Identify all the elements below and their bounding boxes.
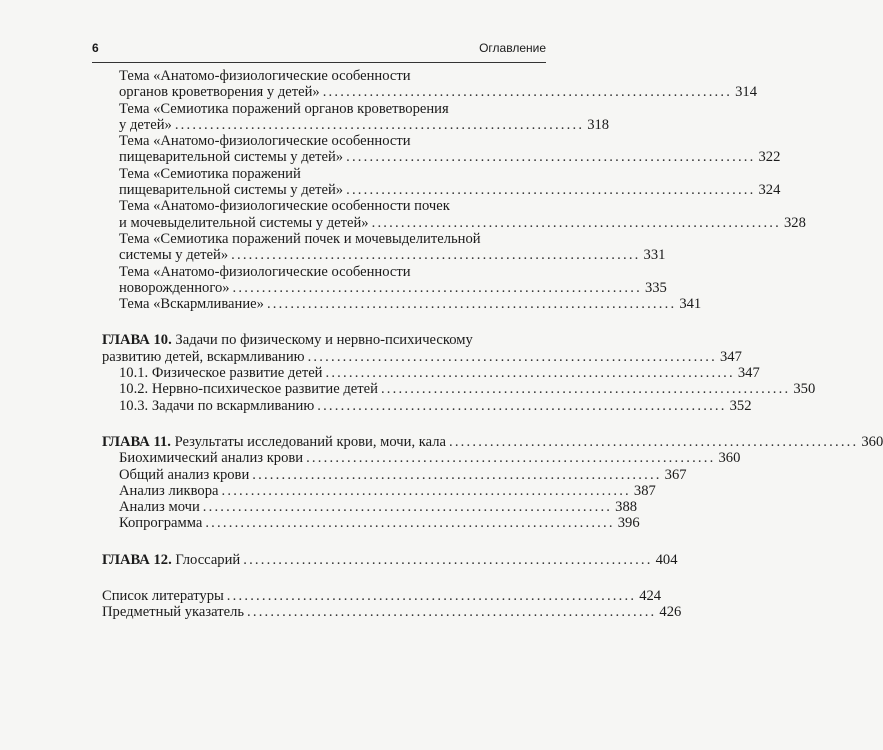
toc-page-number: 347 [737,365,760,382]
toc-entry[interactable] [102,165,781,199]
toc-entry-line: системы у детей» [119,247,229,264]
chapter-label: ГЛАВА 10. [102,332,172,349]
chapter-title: Результаты исследований крови, мочи, кала [174,433,446,450]
toc-subentry-title: Анализ ликвора [119,482,219,499]
toc-subentry-title: Биохимический анализ крови [119,450,304,467]
chapter-entry[interactable] [102,332,742,365]
toc-entry[interactable] [102,296,702,313]
leader-dots: ...................................................................... [346,182,756,199]
toc-subentry-title: 10.3. Задачи по вскармливанию [119,397,315,414]
toc-entry-line: Тема «Анатомо-физиологические особенности [119,133,411,150]
page-number: 6 [92,41,99,55]
leader-dots: ...................................................................... [306,450,716,467]
toc-page-number: 314 [735,84,757,101]
toc-page-number: 360 [718,450,741,467]
toc-subentry[interactable] [102,381,816,398]
toc-entry-line: у детей» [119,116,172,133]
toc-page-number: 367 [664,466,687,483]
toc-entry-line: и мочевыделительной системы у детей» [119,214,369,231]
toc-subentry[interactable] [102,397,752,414]
chapter-label: ГЛАВА 11. [102,433,171,450]
leader-dots: ...................................................................... [247,604,657,621]
toc-entry[interactable] [102,68,757,101]
leader-dots: ...................................................................... [325,365,735,382]
toc-entry[interactable] [102,198,806,231]
toc-entry-line: Тема «Анатомо-физиологические особенности почек [119,198,450,215]
chapter-title: Глоссарий [175,551,241,568]
toc-subentry[interactable] [102,450,741,467]
toc-page-number: 322 [758,149,781,166]
toc-entry-line: Тема «Анатомо-физиологические особенности [119,263,411,280]
toc-subentry-title: Анализ мочи [119,499,200,516]
toc-subentry[interactable] [102,515,640,532]
leader-dots: ...................................................................... [232,279,642,296]
leader-dots: ...................................................................... [266,296,677,313]
toc-entry[interactable] [102,133,781,166]
chapter-label: ГЛАВА 12. [102,551,172,568]
back-matter-title: Список литературы [102,588,224,605]
chapter-entry[interactable] [102,433,883,450]
running-title: Оглавление [479,41,546,55]
toc-page-number: 324 [758,182,781,199]
toc-page-number: 328 [784,214,806,231]
toc-entry-line: органов кроветворения у детей» [119,84,320,101]
leader-dots: ...................................................................... [205,515,615,532]
leader-dots: ...................................................................... [231,247,641,264]
back-matter-entry[interactable] [102,588,662,605]
toc-entry[interactable] [102,263,667,297]
leader-dots: ...................................................................... [202,499,613,516]
toc-page-number: 404 [655,551,678,568]
toc-subentry-title: 10.1. Физическое развитие детей [119,365,323,382]
toc-page-number: 360 [861,433,883,450]
chapter-title: развитию детей, вскармливанию [102,348,305,365]
leader-dots: ...................................................................... [174,116,585,133]
toc-subentry-title: 10.2. Нервно-психическое развитие детей [119,381,378,398]
toc-subentry[interactable] [102,499,638,516]
toc-page-number: 387 [633,482,656,499]
toc-subentry[interactable] [102,482,656,499]
leader-dots: ...................................................................... [371,214,781,231]
toc-entry-line: Тема «Вскармливание» [119,296,264,313]
toc-entry-line: пищеварительной системы у детей» [119,182,344,199]
toc-page-number: 341 [679,296,702,313]
leader-dots: ...................................................................... [243,551,653,568]
toc-subentry[interactable] [102,466,687,483]
back-matter-title: Предметный указатель [102,604,245,621]
leader-dots: ...................................................................... [317,397,727,414]
leader-dots: ...................................................................... [226,588,637,605]
leader-dots: ...................................................................... [448,433,859,450]
leader-dots: ...................................................................... [221,482,631,499]
toc-entry[interactable] [102,230,666,264]
toc-subentry[interactable] [102,365,760,382]
toc-entry-line: пищеварительной системы у детей» [119,149,344,166]
leader-dots: ...................................................................... [380,381,791,398]
toc-subentry-title: Общий анализ крови [119,466,250,483]
toc-page-number: 335 [644,279,667,296]
toc-entry[interactable] [102,100,610,134]
toc-page-number: 331 [643,247,666,264]
chapter-title: Задачи по физическому и нервно-психическому [175,332,473,349]
toc-page-number: 424 [639,588,662,605]
toc-page-number: 388 [615,499,638,516]
leader-dots: ...................................................................... [307,348,717,365]
toc-page-number: 318 [587,116,610,133]
toc-page-number: 396 [617,515,640,532]
toc-entry-line: Тема «Семиотика поражений органов кроветворения [119,100,449,117]
toc-page-number: 350 [793,381,816,398]
toc-entry-line: Тема «Анатомо-физиологические особенности [119,68,411,84]
toc-entry-line: Тема «Семиотика поражений [119,165,301,182]
toc-entry-line: Тема «Семиотика поражений почек и мочевыделительной [119,230,481,247]
leader-dots: ...................................................................... [346,149,756,166]
running-header [92,40,546,63]
toc-page-number: 352 [729,397,752,414]
back-matter-entry[interactable] [102,604,682,621]
toc-subentry-title: Копрограмма [119,515,203,532]
toc-entry-line: новорожденного» [119,279,230,296]
leader-dots: ...................................................................... [252,466,662,483]
toc-page-number: 426 [659,604,682,621]
toc-page-number: 347 [719,348,742,365]
chapter-entry[interactable] [102,551,678,568]
leader-dots: ...................................................................... [322,84,733,101]
table-of-contents [102,68,883,621]
